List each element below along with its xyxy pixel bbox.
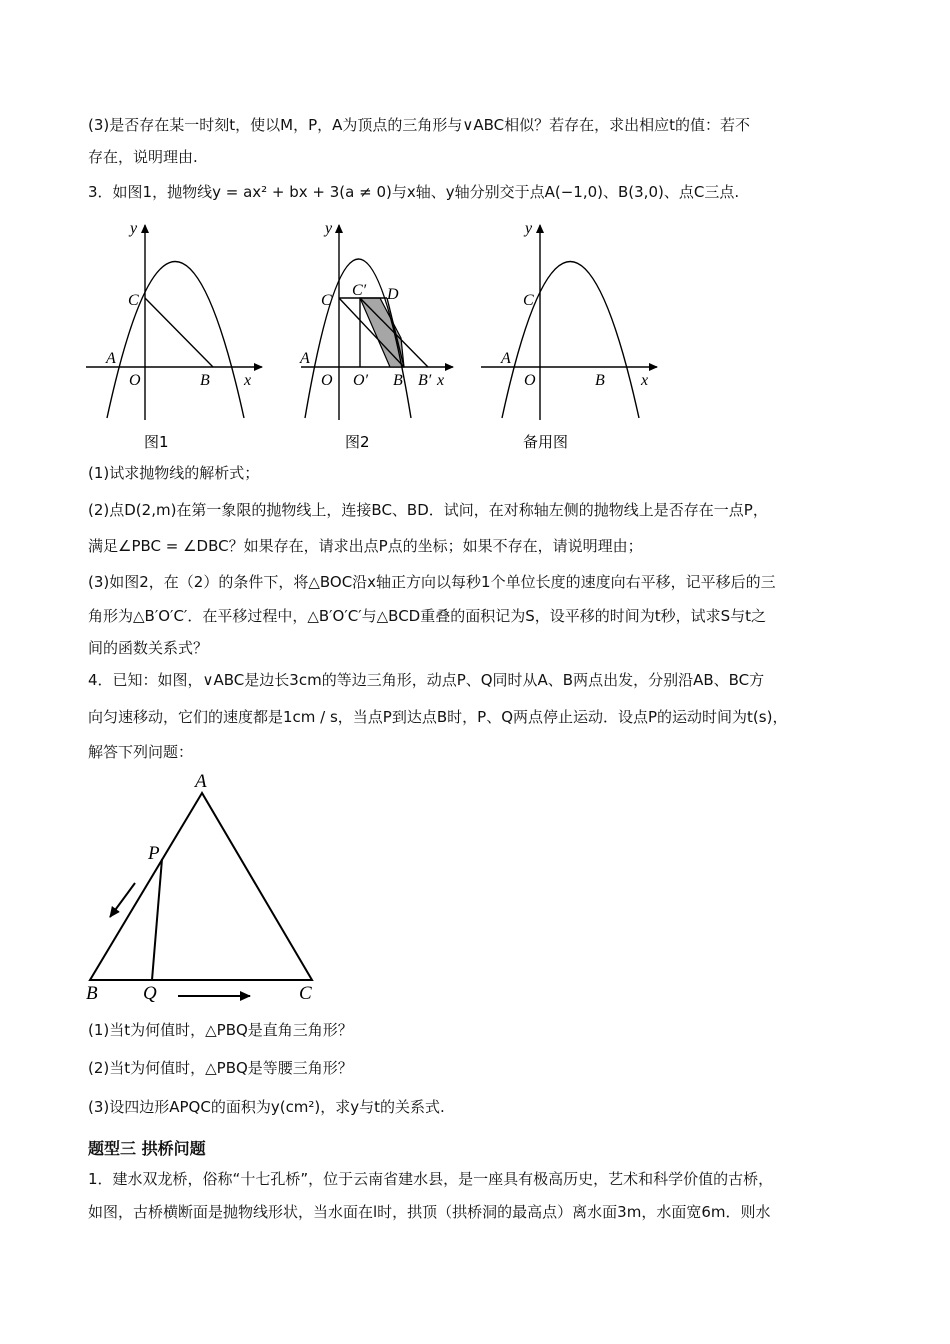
q3-part3-line1: (3)如图2，在（2）的条件下，将△BOC沿x轴正方向以每秒1个单位长度的速度向右平移，记平移后的三	[88, 573, 776, 591]
fig3-label-o: O	[524, 372, 536, 389]
q3-part2-line2: 满足∠PBC = ∠DBC？如果存在，请求出点P点的坐标；如果不存在，请说明理由；	[88, 537, 643, 555]
tri-label-b: B	[86, 983, 98, 1004]
fig2-label-b: B	[393, 372, 403, 389]
fig3-label-a: A	[501, 350, 511, 367]
fig1-label-b: B	[200, 372, 210, 389]
section-heading: 题型三 拱桥问题	[88, 1139, 206, 1158]
fig2-label-x: x	[437, 372, 445, 389]
fig3-label-b: B	[595, 372, 605, 389]
fig3-parabola	[502, 262, 639, 419]
segment-pq	[152, 859, 162, 980]
tri-label-q: Q	[143, 983, 157, 1004]
fig3-label-x: x	[641, 372, 649, 389]
fig2-shaded-overlap	[360, 298, 404, 367]
q3-part3-line2: 存在，说明理由.	[88, 148, 198, 166]
q3-intro: 3．如图1，抛物线y = ax² + bx + 3(a ≠ 0)与x轴、y轴分别交于点A(−1,0)、B(3,0)、点C三点.	[88, 183, 740, 201]
tri-label-p: P	[148, 843, 160, 864]
q4-part2: (2)当t为何值时，△PBQ是等腰三角形？	[88, 1059, 353, 1077]
q3-part3-line1: (3)是否存在某一时刻t，使以M，P，A为顶点的三角形与∨ABC相似？若存在，求出相应t的值：若不	[88, 116, 751, 134]
fig1-caption: 图1	[144, 433, 169, 451]
fig1-label-a: A	[106, 350, 116, 367]
fig2-label-b-prime: B′	[418, 372, 432, 389]
fig3-label-y: y	[525, 220, 533, 237]
q4-line1: 4．已知：如图，∨ABC是边长3cm的等边三角形，动点P、Q同时从A、B两点出发，分别沿AB、BC方	[88, 671, 765, 689]
fig3-caption: 备用图	[523, 433, 569, 451]
tri-label-a: A	[195, 771, 207, 792]
tri-label-c: C	[299, 983, 312, 1004]
fig1-segment-cb	[145, 298, 213, 367]
q3-part1: (1)试求抛物线的解析式；	[88, 464, 260, 482]
fig2-label-c-prime: C′	[352, 282, 367, 299]
q4-part1: (1)当t为何值时，△PBQ是直角三角形？	[88, 1021, 353, 1039]
fig2-label-d: D	[387, 286, 399, 303]
fig1-label-x: x	[244, 372, 252, 389]
q3-part3-line2: 角形为△B′O′C′．在平移过程中，△B′O′C′与△BCD重叠的面积记为S，设平移的时间为t秒，试求S与t之	[88, 607, 767, 625]
section3-q1-line1: 1．建水双龙桥，俗称“十七孔桥”，位于云南省建水县，是一座具有极高历史，艺术和科学价值的古桥，	[88, 1170, 774, 1188]
fig2-label-o: O	[321, 372, 333, 389]
fig2-label-c: C	[321, 292, 332, 309]
figure-2	[295, 215, 465, 455]
q4-part3: (3)设四边形APQC的面积为y(cm²)，求y与t的关系式.	[88, 1098, 445, 1116]
q4-line2: 向匀速移动，它们的速度都是1cm / s，当点P到达点B时，P、Q两点停止运动．设点P的运动时间为t(s)，	[88, 708, 788, 726]
fig1-label-c: C	[128, 292, 139, 309]
fig1-label-o: O	[129, 372, 141, 389]
q4-line3: 解答下列问题：	[88, 743, 194, 761]
fig2-caption: 图2	[345, 433, 370, 451]
fig2-label-o-prime: O′	[353, 372, 369, 389]
fig1-label-y: y	[130, 220, 138, 237]
q3-part3-line3: 间的函数关系式？	[88, 639, 209, 657]
triangle-abc	[90, 793, 312, 980]
fig1-parabola	[107, 262, 244, 419]
figure-1	[80, 215, 270, 455]
fig2-label-y: y	[325, 220, 333, 237]
fig2-label-a: A	[300, 350, 310, 367]
section3-q1-line2: 如图，古桥横断面是抛物线形状，当水面在l时，拱顶（拱桥洞的最高点）离水面3m，水面宽6m．则水	[88, 1203, 771, 1221]
q3-part2-line1: (2)点D(2,m)在第一象限的抛物线上，连接BC、BD．试问，在对称轴左侧的抛物线上是否存在一点P，	[88, 501, 768, 519]
fig3-label-c: C	[523, 292, 534, 309]
figure-backup	[475, 215, 665, 455]
triangle-figure	[80, 765, 330, 1010]
